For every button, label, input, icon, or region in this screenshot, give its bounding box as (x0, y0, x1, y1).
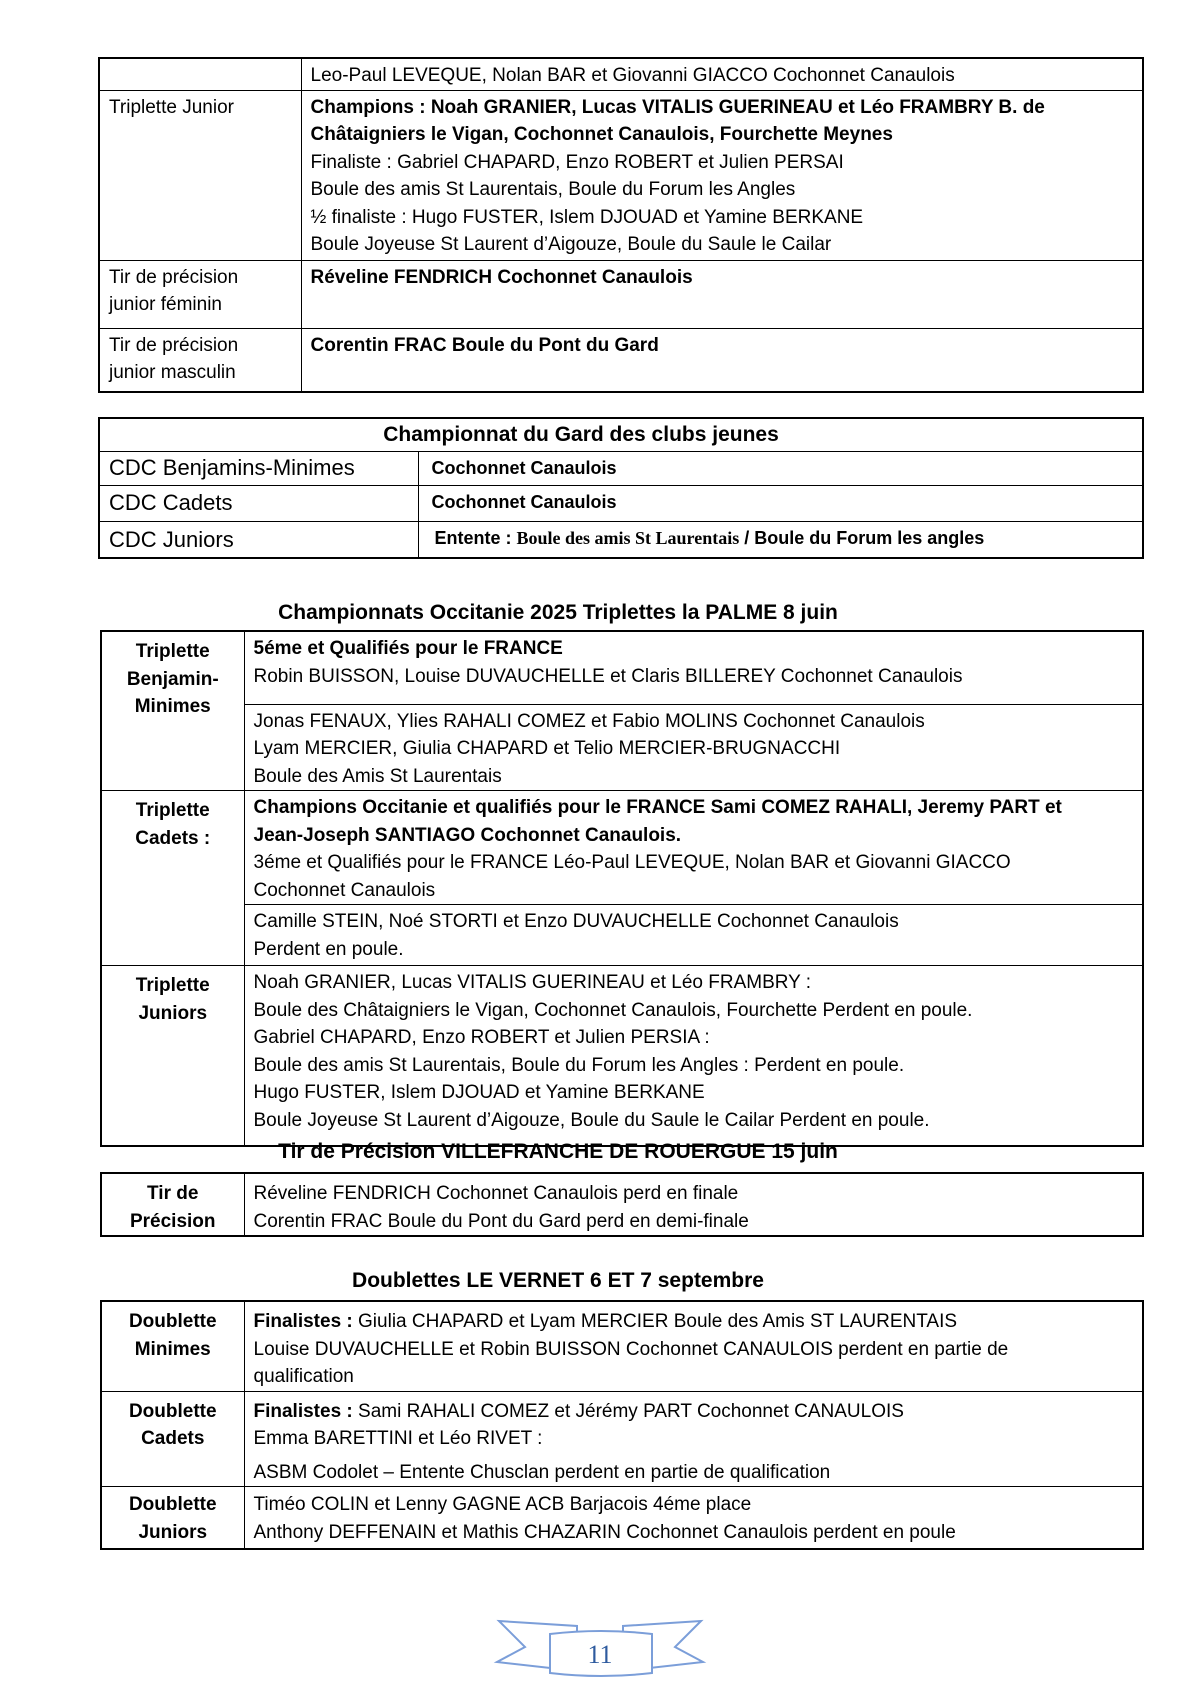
tir-precision-table (100, 1172, 1144, 1237)
result-line: Hugo FUSTER, Islem DJOUAD et Yamine BERKANE (253, 1082, 705, 1103)
result-line (254, 1308, 1134, 1336)
page-number-ribbon (492, 1614, 708, 1680)
result-line: Boule des amis St Laurentais, Boule du Forum les Angles (310, 179, 796, 200)
table-row (99, 418, 1143, 451)
result-line: Emma BARETTINI et Léo RIVET : (253, 1428, 543, 1449)
category-label: Juniors (138, 1002, 208, 1024)
result-line: Noah GRANIER, Lucas VITALIS GUERINEAU et Léo FRAMBRY : (253, 972, 812, 993)
result-line: Boule Joyeuse St Laurent d’Aigouze, Boule du Saule le Cailar (310, 234, 832, 255)
result-cell (418, 521, 1143, 558)
category-cell (101, 1391, 244, 1487)
club-name: Cochonnet Canaulois (431, 457, 617, 478)
club-name (435, 525, 1134, 551)
section-heading-doublettes: Doublettes LE VERNET 6 ET 7 septembre (352, 1269, 764, 1292)
result-line: qualification (253, 1366, 354, 1387)
result-cell (418, 451, 1143, 485)
category-cell (99, 328, 301, 392)
category-cell (99, 260, 301, 328)
result-line: Leo-Paul LEVEQUE, Nolan BAR et Giovanni GIACCO Cochonnet Canaulois (310, 65, 955, 86)
category-cell (101, 1173, 244, 1236)
table-row (99, 328, 1143, 392)
result-line: Boule des Châtaigniers le Vigan, Cochonnet Canaulois, Fourchette Perdent en poule. (253, 999, 973, 1021)
result-line: Champions Occitanie et qualifiés pour le FRANCE Sami COMEZ RAHALI, Jeremy PART et (253, 797, 1062, 818)
result-line: Jonas FENAUX, Ylies RAHALI COMEZ et Fabio MOLINS Cochonnet Canaulois (253, 710, 925, 732)
result-line: Champions : Noah GRANIER, Lucas VITALIS GUERINEAU et Léo FRAMBRY B. de (310, 96, 1045, 118)
category-cell (99, 451, 418, 485)
category-label: Cadets : (135, 827, 211, 849)
table-row (99, 58, 1143, 90)
section-heading-occitanie: Championnats Occitanie 2025 Triplettes la PALME 8 juin (278, 601, 838, 624)
result-cell (244, 704, 1143, 791)
result-line: Timéo COLIN et Lenny GAGNE ACB Barjacois 4éme place (253, 1494, 752, 1515)
table-title: Championnat du Gard des clubs jeunes (383, 423, 779, 446)
category-label: Triplette (135, 641, 210, 662)
entente-club-serif: Boule des amis St Laurentais (516, 527, 740, 548)
category-label: Doublette (128, 1311, 217, 1332)
table-row (99, 521, 1143, 558)
table-row (101, 704, 1143, 791)
result-line: Gabriel CHAPARD, Enzo ROBERT et Julien PERSIA : (253, 1027, 710, 1048)
result-line: Louise DUVAUCHELLE et Robin BUISSON Cochonnet CANAULOIS perdent en partie de (253, 1338, 1009, 1360)
category-label: Benjamin- (126, 668, 219, 690)
result-line: Boule Joyeuse St Laurent d’Aigouze, Boule du Saule le Cailar Perdent en poule. (253, 1109, 930, 1131)
category-cell (101, 631, 244, 791)
result-cell (244, 1301, 1143, 1391)
category-label: Triplette Junior (109, 96, 234, 118)
table-row (101, 631, 1143, 704)
category-cell (99, 521, 418, 558)
result-line: Robin BUISSON, Louise DUVAUCHELLE et Claris BILLEREY Cochonnet Canaulois (253, 665, 963, 687)
junior-results-table (98, 57, 1144, 393)
result-line: 5éme et Qualifiés pour le FRANCE (253, 638, 563, 659)
category-cell (99, 90, 301, 260)
category-label: CDC Benjamins-Minimes (109, 454, 355, 480)
category-label: Précision (129, 1210, 216, 1232)
category-label: Minimes (134, 696, 211, 717)
category-cell (101, 1301, 244, 1391)
category-label: CDC Cadets (109, 489, 233, 515)
category-label: Minimes (134, 1338, 211, 1360)
result-cell (301, 90, 1143, 260)
result-line: Perdent en poule. (253, 938, 404, 960)
category-label: Tir de (147, 1183, 199, 1204)
result-cell (244, 1173, 1143, 1236)
category-label: Doublette (128, 1400, 217, 1422)
category-label: Triplette (135, 800, 210, 821)
category-label: Doublette (128, 1494, 217, 1515)
result-cell (244, 631, 1143, 704)
category-label: Tir de précision (109, 266, 239, 288)
category-label: Cadets (141, 1428, 205, 1449)
result-line: Lyam MERCIER, Giulia CHAPARD et Telio MERCIER-BRUGNACCHI (253, 738, 841, 759)
category-label: Triplette (135, 975, 210, 996)
table-row (99, 451, 1143, 485)
result-text: Giulia CHAPARD et Lyam MERCIER Boule des Amis ST LAURENTAIS (358, 1311, 958, 1332)
table-row (99, 485, 1143, 521)
doublettes-table (100, 1300, 1144, 1550)
table-row (101, 791, 1143, 905)
table-row (101, 1487, 1143, 1549)
category-label: Juniors (138, 1521, 208, 1543)
club-name: Cochonnet Canaulois (431, 491, 617, 512)
category-label: CDC Juniors (109, 526, 234, 552)
result-line: Finaliste : Gabriel CHAPARD, Enzo ROBERT et Julien PERSAI (310, 151, 844, 173)
result-line: Cochonnet Canaulois (253, 879, 436, 901)
table-row (99, 260, 1143, 328)
result-line: Camille STEIN, Noé STORTI et Enzo DUVAUCHELLE Cochonnet Canaulois (253, 911, 899, 932)
result-cell (244, 791, 1143, 905)
category-cell (101, 966, 244, 1146)
result-text: Sami RAHALI COMEZ et Jérémy PART Cochonnet CANAULOIS (358, 1400, 904, 1422)
result-line: Réveline FENDRICH Cochonnet Canaulois (310, 266, 693, 288)
result-cell (418, 485, 1143, 521)
section-heading-tir-precision: Tir de Précision VILLEFRANCHE DE ROUERGUE 15 juin (278, 1140, 838, 1163)
result-line (254, 1398, 1134, 1426)
result-cell (301, 260, 1143, 328)
result-cell (244, 966, 1143, 1146)
result-line: Réveline FENDRICH Cochonnet Canaulois perd en finale (253, 1183, 739, 1204)
result-line: Anthony DEFFENAIN et Mathis CHAZARIN Cochonnet Canaulois perdent en poule (253, 1521, 956, 1543)
category-label: Tir de précision (109, 334, 239, 356)
empty-label-cell (99, 58, 301, 90)
result-line: Jean-Joseph SANTIAGO Cochonnet Canaulois. (253, 824, 682, 846)
entente-suffix: / Boule du Forum les angles (739, 527, 985, 548)
page-number: 11 (587, 1640, 613, 1669)
result-cell (301, 58, 1143, 90)
result-cell (244, 905, 1143, 966)
result-cell (244, 1487, 1143, 1549)
result-cell (301, 328, 1143, 392)
table-row (101, 966, 1143, 1146)
result-line: Boule des amis St Laurentais, Boule du Forum les Angles : Perdent en poule. (253, 1054, 905, 1076)
finalistes-prefix: Finalistes : (253, 1311, 359, 1332)
result-line: Corentin FRAC Boule du Pont du Gard (310, 334, 659, 356)
entente-prefix: Entente : (434, 527, 517, 548)
table-row (101, 1391, 1143, 1487)
table-row (99, 90, 1143, 260)
occitanie-table (100, 630, 1144, 1147)
result-line: Châtaigniers le Vigan, Cochonnet Canaulois, Fourchette Meynes (310, 124, 893, 145)
category-label: junior masculin (109, 362, 236, 383)
cdc-table (98, 417, 1144, 559)
table-row (101, 905, 1143, 966)
table-title-cell (99, 418, 1143, 451)
result-line: ASBM Codolet – Entente Chusclan perdent en partie de qualification (253, 1461, 831, 1483)
table-row (101, 1173, 1143, 1236)
result-line: Corentin FRAC Boule du Pont du Gard perd en demi-finale (253, 1210, 749, 1232)
finalistes-prefix: Finalistes : (253, 1400, 359, 1422)
table-row (101, 1301, 1143, 1391)
result-line: ½ finaliste : Hugo FUSTER, Islem DJOUAD et Yamine BERKANE (310, 206, 864, 228)
category-cell (99, 485, 418, 521)
category-cell (101, 1487, 244, 1549)
result-line: 3éme et Qualifiés pour le FRANCE Léo-Paul LEVEQUE, Nolan BAR et Giovanni GIACCO (253, 852, 1011, 873)
result-cell (244, 1391, 1143, 1487)
category-cell (101, 791, 244, 966)
result-line: Boule des Amis St Laurentais (253, 765, 502, 787)
category-label: junior féminin (109, 294, 222, 315)
